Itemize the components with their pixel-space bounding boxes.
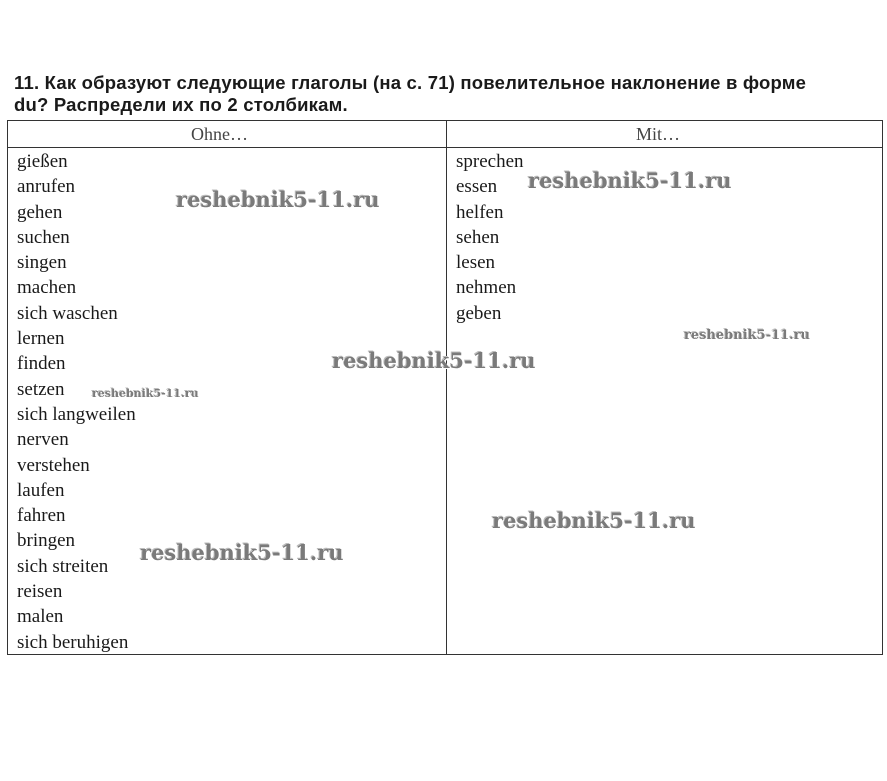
verb-item: machen	[17, 277, 77, 299]
verb-item: sich langweilen	[17, 403, 136, 425]
verb-item: finden	[17, 353, 66, 375]
task-text	[14, 72, 876, 116]
verb-item: sich beruhigen	[17, 631, 129, 653]
verb-item: malen	[17, 606, 64, 628]
verb-item: geben	[456, 302, 502, 324]
verb-item: setzen	[17, 378, 65, 400]
column-mit	[456, 149, 524, 326]
verb-item: reisen	[17, 581, 63, 603]
watermark: reshebnik5-11.ru	[492, 508, 696, 533]
header-divider	[8, 147, 882, 148]
verb-item: sehen	[456, 226, 500, 248]
verb-item: sich streiten	[17, 555, 109, 577]
watermark: reshebnik5-11.ru	[176, 187, 380, 212]
header-ohne: Ohne…	[191, 124, 248, 144]
verb-item: gehen	[17, 201, 63, 223]
verb-item: nerven	[17, 429, 69, 451]
column-ohne	[17, 149, 136, 655]
verb-item: sich waschen	[17, 302, 118, 324]
verb-item: suchen	[17, 226, 70, 248]
task-line-1: 11. Как образуют следующие глаголы (на с. 71) повелительное наклонение в форме	[14, 72, 807, 93]
verb-item: fahren	[17, 505, 66, 527]
verb-item: helfen	[456, 201, 504, 223]
verb-item: nehmen	[456, 277, 517, 299]
watermark: reshebnik5-11.ru	[92, 387, 199, 400]
verb-item: lernen	[17, 328, 65, 350]
verb-item: verstehen	[17, 454, 90, 476]
column-divider	[446, 121, 447, 654]
verb-item: laufen	[17, 479, 65, 501]
verb-item: bringen	[17, 530, 76, 552]
verb-item: essen	[456, 176, 498, 198]
watermark: reshebnik5-11.ru	[528, 168, 732, 193]
verb-item: lesen	[456, 252, 496, 274]
verb-item: gießen	[17, 151, 68, 172]
verb-item: singen	[17, 252, 67, 274]
watermark: reshebnik5-11.ru	[140, 540, 344, 565]
watermark: reshebnik5-11.ru	[684, 328, 811, 343]
task-line-2: du? Распредели их по 2 столбикам.	[14, 94, 348, 115]
verb-item: sprechen	[456, 151, 524, 172]
watermark: reshebnik5-11.ru	[332, 348, 536, 373]
verb-item: anrufen	[17, 176, 76, 198]
header-mit: Mit…	[636, 124, 681, 144]
